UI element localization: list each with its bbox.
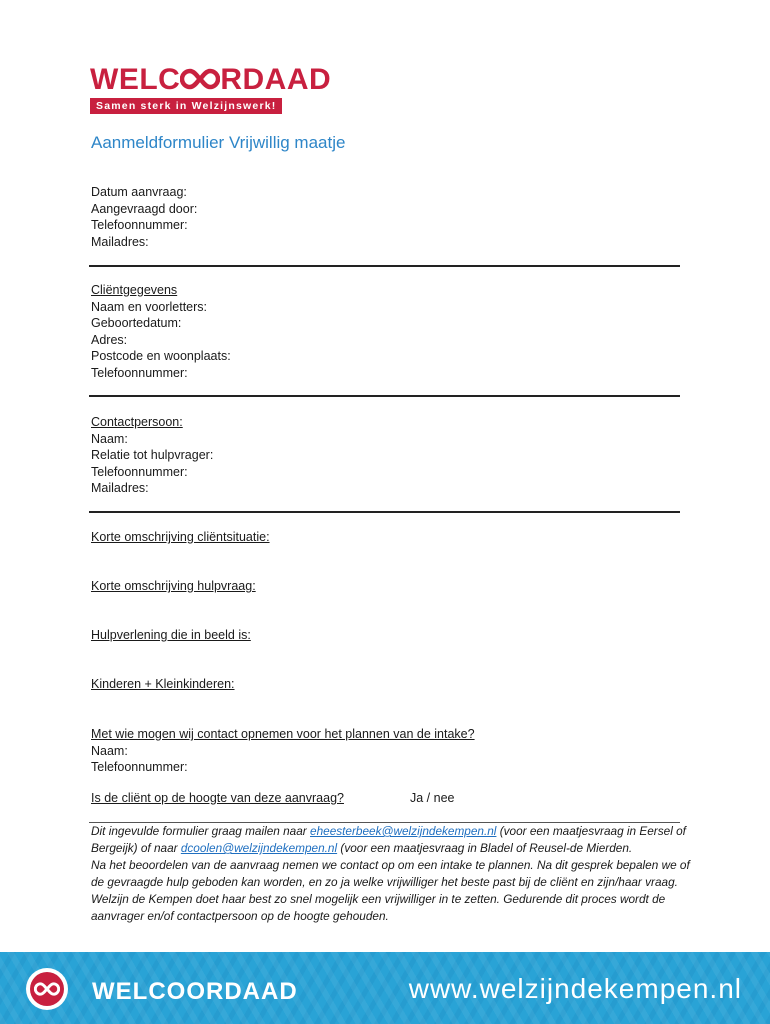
field-label: Mailadres: <box>91 481 149 495</box>
field-label: Adres: <box>91 332 128 347</box>
question-children: Kinderen + Kleinkinderen: <box>91 677 235 691</box>
page-title: Aanmeldformulier Vrijwillig maatje <box>91 133 346 152</box>
section-heading: Met wie mogen wij contact opnemen voor het plannen van de intake? <box>91 727 475 741</box>
field-label: Telefoonnummer: <box>91 365 188 380</box>
intake-section <box>91 726 475 776</box>
field-label: Telefoonnummer: <box>91 464 188 479</box>
field-label: Geboortedatum: <box>91 316 182 330</box>
footer-wordmark: WELCOORDAAD <box>92 978 298 1005</box>
field-label: Naam en voorletters: <box>91 299 208 314</box>
instructions <box>91 823 691 925</box>
divider <box>89 265 680 267</box>
email-link[interactable]: dcoolen@welzijndekempen.nl <box>180 841 338 855</box>
question-care-in-view: Hulpverlening die in beeld is: <box>91 628 251 642</box>
instructions-paragraph: Na het beoordelen van de aanvraag nemen we contact op om een intake te plannen. Na dit gesprek bepalen we of de gevraagde hulp geboden kan worden, en zo ja welke vrijwilliger het beste past bij de cliënt en zijn/haar vraag. Welzijn de Kempen doet haar best zo snel mogelijk een vrijwilliger in te zetten. Gedurende dit proces wordt de aanvrager en/of contactpersoon op de hoogte gehouden. <box>91 858 690 923</box>
divider <box>89 511 680 513</box>
field-label: Relatie tot hulpvrager: <box>91 448 214 462</box>
logo-word-end: RDAAD <box>220 63 332 96</box>
logo-tagline: Samen sterk in Welzijnswerk! <box>90 98 282 114</box>
field-label: Postcode en woonplaats: <box>91 349 231 363</box>
field-label: Datum aanvraag: <box>91 185 187 199</box>
infinity-icon <box>34 981 60 997</box>
infinity-icon <box>180 67 220 91</box>
logo-word-start: WELC <box>90 63 181 96</box>
brand-logo <box>90 64 330 114</box>
section-heading: Contactpersoon: <box>91 415 183 429</box>
question-client-informed: Is de cliënt op de hoogte van deze aanvraag? <box>91 791 344 805</box>
field-label: Mailadres: <box>91 234 149 249</box>
footer-url[interactable]: www.welzijndekempen.nl <box>408 973 742 1004</box>
field-label: Naam: <box>91 431 128 446</box>
request-section <box>91 184 197 250</box>
answer-yes-no: Ja / nee <box>410 791 455 805</box>
footer-logo-icon <box>26 968 68 1010</box>
instructions-paragraph: Dit ingevulde formulier graag mailen naar eheesterbeek@welzijndekempen.nl (voor een maatjesvraag in Eersel of Bergeijk) of naar dcoolen@welzijndekempen.nl (voor een maatjesvraag in Bladel of Reusel-de Mierden. <box>91 824 686 855</box>
field-label: Naam: <box>91 743 128 758</box>
question-client-situation: Korte omschrijving cliëntsituatie: <box>91 530 270 544</box>
email-link[interactable]: eheesterbeek@welzijndekempen.nl <box>310 824 497 838</box>
question-help-request: Korte omschrijving hulpvraag: <box>91 579 256 593</box>
logo-wordmark <box>90 64 330 96</box>
field-label: Telefoonnummer: <box>91 760 188 774</box>
field-label: Aangevraagd door: <box>91 201 198 216</box>
field-label: Telefoonnummer: <box>91 218 188 232</box>
section-heading: Cliëntgegevens <box>91 283 178 297</box>
client-section <box>91 282 231 381</box>
contact-section <box>91 414 213 497</box>
divider <box>89 395 680 397</box>
